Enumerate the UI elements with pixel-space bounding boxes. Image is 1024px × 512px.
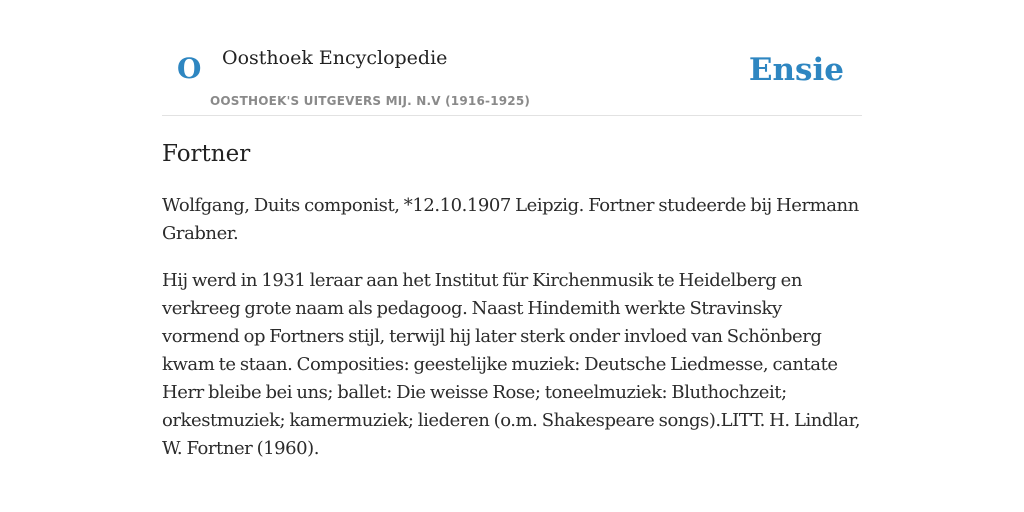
site-logo[interactable]: O bbox=[177, 52, 202, 85]
publisher-label: OOSTHOEK'S UITGEVERS MIJ. N.V (1916-1925) bbox=[210, 94, 531, 108]
site-title[interactable]: Oosthoek Encyclopedie bbox=[222, 47, 448, 69]
entry-body bbox=[162, 192, 862, 482]
site-header bbox=[162, 40, 862, 116]
entry-paragraph: Wolfgang, Duits componist, *12.10.1907 Leipzig. Fortner studeerde bij Hermann Grabner. bbox=[162, 195, 859, 244]
entry-title: Fortner bbox=[162, 141, 251, 167]
entry-paragraph: Hij werd in 1931 leraar aan het Institut für Kirchenmusik te Heidelberg en verkreeg grote naam als pedagoog. Naast Hindemith werkte Stravinsky vormend op Fortners stijl, terwijl hij later sterk onder invloed van Schönberg kwam te staan. Composities: geestelijke muziek: Deutsche Liedmesse, cantate Herr bleibe bei uns; ballet: Die weisse Rose; toneelmuziek: Bluthochzeit; orkestmuziek; kamermuziek; liederen (o.m. Shakespeare songs).LITT. H. Lindlar, W. Fortner (1960). bbox=[162, 270, 861, 459]
ensie-brand-link[interactable]: Ensie bbox=[748, 52, 844, 88]
